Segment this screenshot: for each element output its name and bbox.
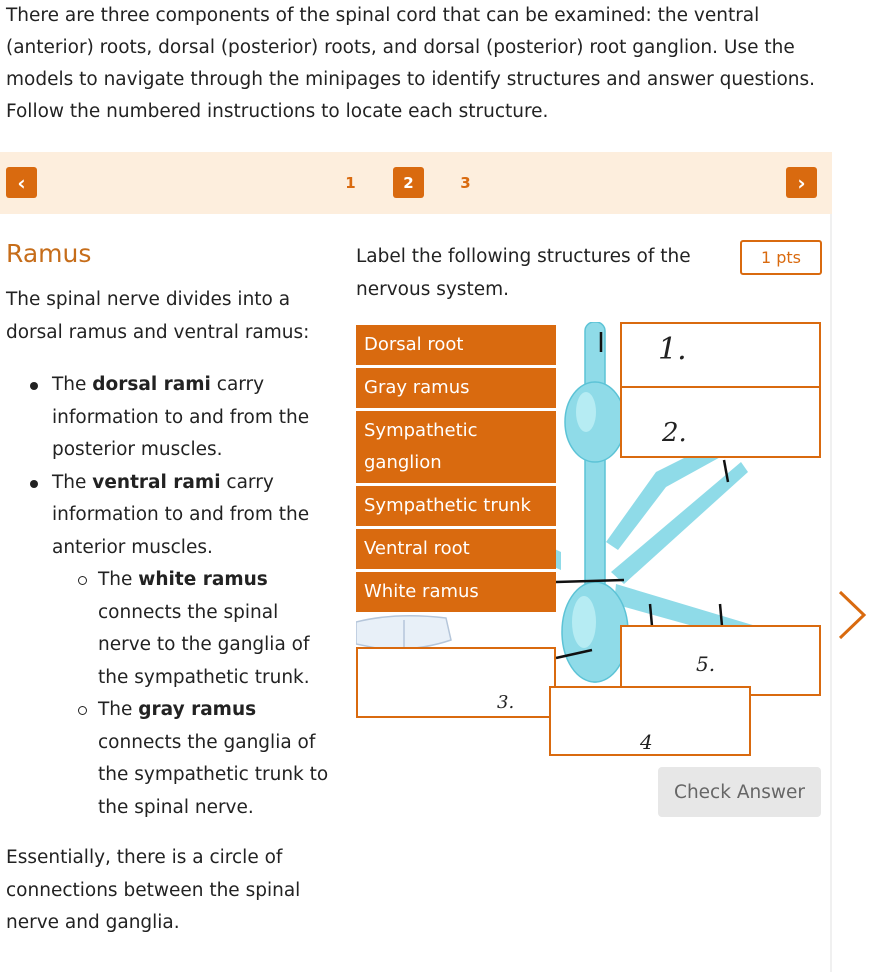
ramus-list xyxy=(6,369,336,824)
check-answer-button[interactable]: Check Answer xyxy=(658,767,821,817)
points-badge: 1 pts xyxy=(740,240,822,275)
marker-4: 4 xyxy=(640,730,653,754)
drop-zone-2[interactable] xyxy=(620,386,821,458)
next-page-button[interactable]: › xyxy=(786,167,817,198)
list-item: The ventral rami carry information to and from the anterior muscles. xyxy=(6,467,336,565)
question-prompt: Label the following structures of the nervous system. xyxy=(356,246,691,300)
intro-text: There are three components of the spinal cord that can be examined: the ventral (anterior) roots, dorsal (posterior) roots, and dorsal (posterior) root ganglion. Use the models to navigate through the minipages to identify structures and answer questions. Follow the numbered instructions to locate each structure. xyxy=(6,5,816,122)
minipage-nav xyxy=(0,152,832,214)
ganglion-highlight xyxy=(572,596,596,648)
sub-list-item: The white ramus connects the spinal nerve to the ganglia of the sympathetic trunk. xyxy=(6,564,336,694)
lead-text: The spinal nerve divides into a dorsal ramus and ventral ramus: xyxy=(6,289,310,343)
list-item: The dorsal rami carry information to and from the posterior muscles. xyxy=(6,369,336,467)
label-chip-sympathetic-ganglion[interactable]: Sympathetic ganglion xyxy=(356,411,556,486)
panel-divider xyxy=(830,214,832,972)
ganglion-highlight xyxy=(576,392,596,432)
label-chip-dorsal-root[interactable]: Dorsal root xyxy=(356,325,556,368)
page-1-button[interactable]: 1 xyxy=(345,173,356,192)
label-chip-white-ramus[interactable]: White ramus xyxy=(356,572,556,615)
marker-3: 3. xyxy=(497,692,515,713)
marker-5: 5. xyxy=(696,652,716,676)
drop-zone-1[interactable] xyxy=(620,322,821,388)
marker-1: 1. xyxy=(658,332,687,367)
section-title: Ramus xyxy=(6,239,92,268)
page-2-button[interactable]: 2 xyxy=(393,167,424,198)
prev-page-button[interactable]: ‹ xyxy=(6,167,37,198)
sympathetic-ganglion-upper xyxy=(565,382,625,462)
closing-text: Essentially, there is a circle of connections between the spinal nerve and ganglia. xyxy=(6,847,301,933)
label-chip-sympathetic-trunk[interactable]: Sympathetic trunk xyxy=(356,486,556,529)
marker-2: 2. xyxy=(662,418,687,448)
label-chip-gray-ramus[interactable]: Gray ramus xyxy=(356,368,556,411)
label-chip-ventral-root[interactable]: Ventral root xyxy=(356,529,556,572)
sub-list-item: The gray ramus connects the ganglia of the sympathetic trunk to the spinal nerve. xyxy=(6,694,336,824)
page-3-button[interactable]: 3 xyxy=(460,173,471,192)
drop-zone-3[interactable] xyxy=(356,647,556,718)
ramus-info xyxy=(6,232,336,940)
chevron-right-icon[interactable] xyxy=(836,590,868,640)
leader-line xyxy=(556,580,624,582)
